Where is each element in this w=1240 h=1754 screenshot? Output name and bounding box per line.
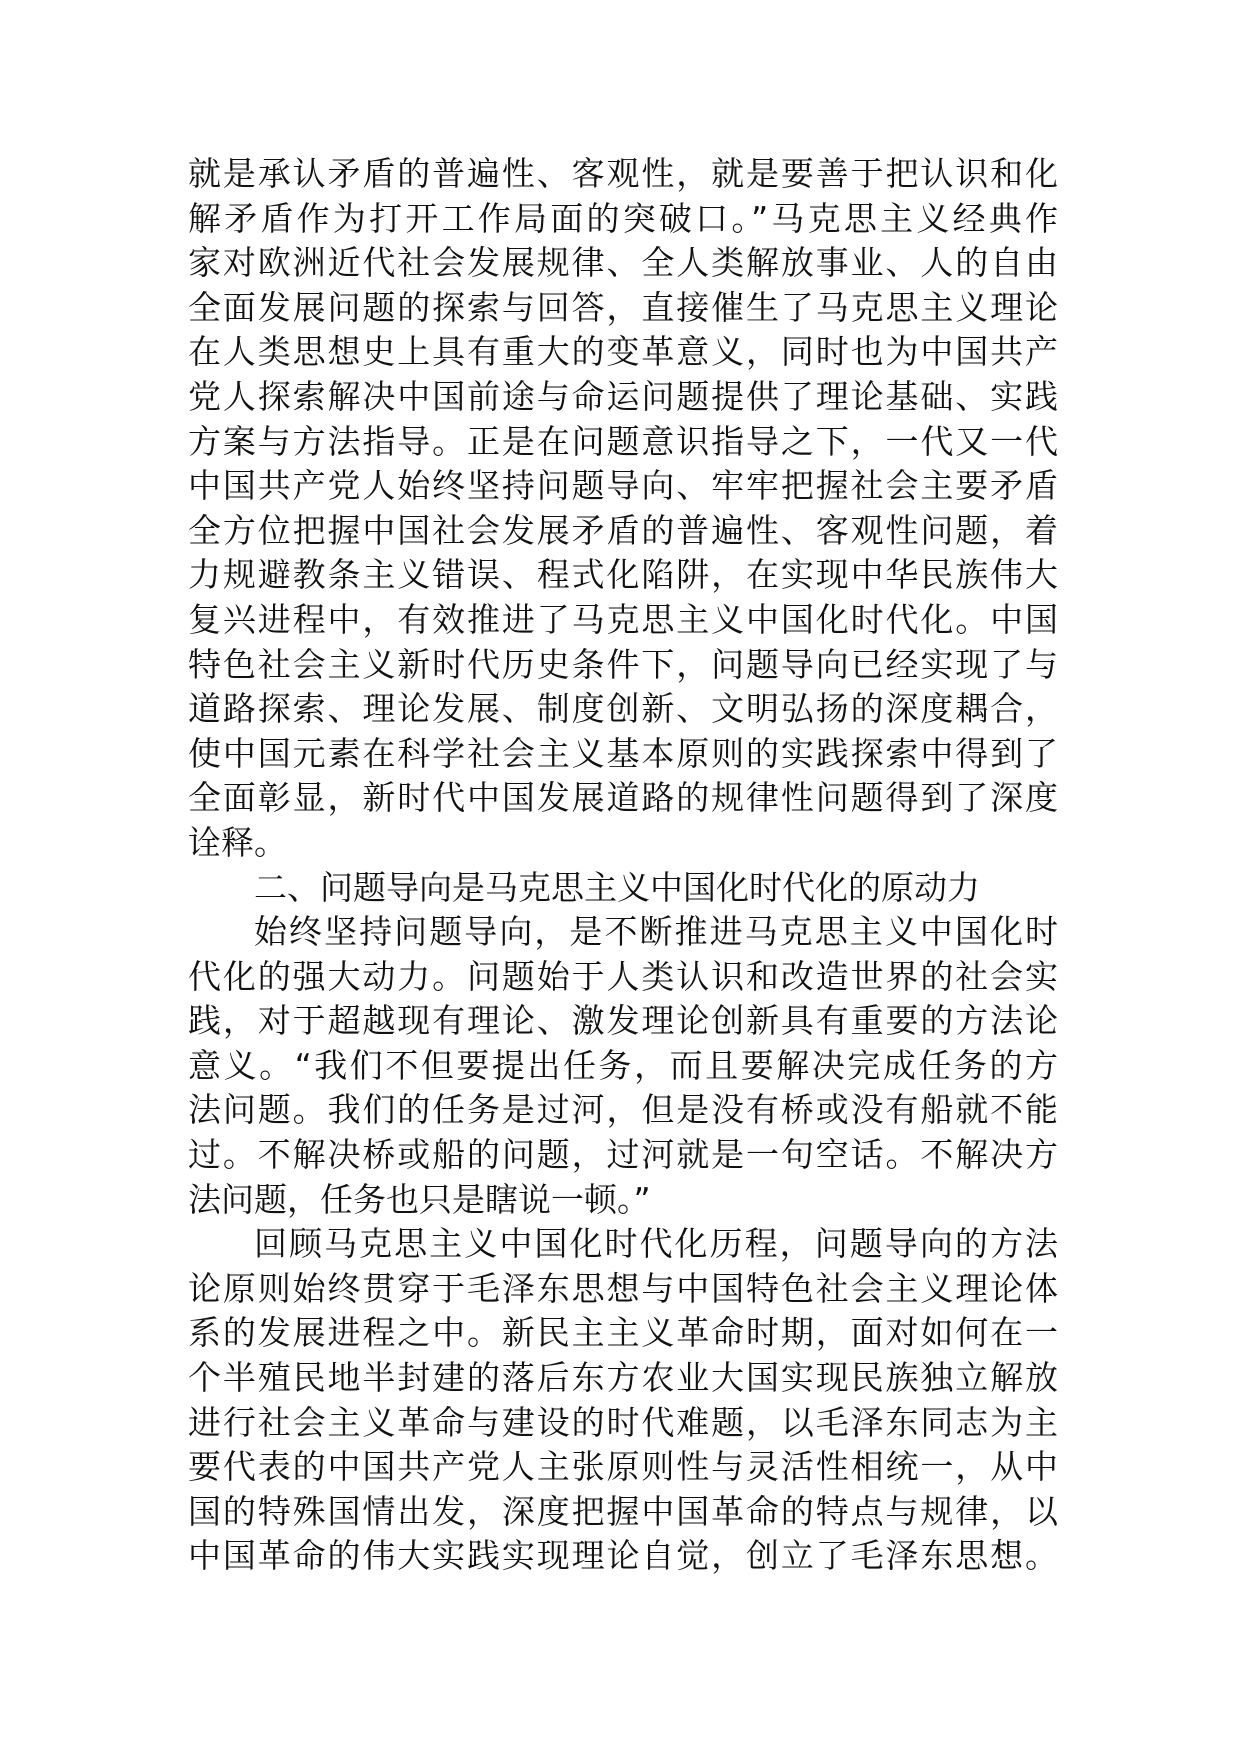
- text-line: 力规避教条主义错误、程式化陷阱，在实现中华民族伟大: [188, 555, 1058, 595]
- text-line: 代化的强大动力。问题始于人类认识和改造世界的社会实: [188, 956, 1058, 996]
- text-line: 全面发展问题的探索与回答，直接催生了马克思主义理论: [188, 287, 1058, 327]
- text-line: 过。不解决桥或船的问题，过河就是一句空话。不解决方: [188, 1135, 1058, 1175]
- text-line: 始终坚持问题导向，是不断推进马克思主义中国化时: [254, 912, 1058, 952]
- text-line: 意义。“我们不但要提出任务，而且要解决完成任务的方: [188, 1045, 1058, 1085]
- text-line: 就是承认矛盾的普遍性、客观性，就是要善于把认识和化: [188, 154, 1058, 193]
- text-line: 法问题。我们的任务是过河，但是没有桥或没有船就不能: [188, 1090, 1058, 1130]
- text-line: 要代表的中国共产党人主张原则性与灵活性相统一，从中: [188, 1447, 1058, 1487]
- text-line: 回顾马克思主义中国化时代化历程，问题导向的方法: [254, 1224, 1058, 1264]
- text-line: 国的特殊国情出发，深度把握中国革命的特点与规律，以: [188, 1491, 1058, 1531]
- text-line: 家对欧洲近代社会发展规律、全人类解放事业、人的自由: [188, 243, 1058, 283]
- body-text: [188, 152, 1058, 1579]
- text-line: 全方位把握中国社会发展矛盾的普遍性、客观性问题，着: [188, 510, 1058, 550]
- text-line: 践，对于超越现有理论、激发理论创新具有重要的方法论: [188, 1001, 1058, 1041]
- text-line: 个半殖民地半封建的落后东方农业大国实现民族独立解放: [188, 1358, 1058, 1398]
- text-line: 论原则始终贯穿于毛泽东思想与中国特色社会主义理论体: [188, 1268, 1058, 1308]
- text-line: 中国共产党人始终坚持问题导向、牢牢把握社会主要矛盾: [188, 466, 1058, 506]
- text-line: 诠释。: [188, 822, 287, 862]
- text-line: 解矛盾作为打开工作局面的突破口。”马克思主义经典作: [188, 198, 1058, 238]
- text-line: 法问题，任务也只是瞎说一顿。”: [188, 1179, 651, 1219]
- text-line: 进行社会主义革命与建设的时代难题，以毛泽东同志为主: [188, 1402, 1058, 1442]
- text-line: 中国革命的伟大实践实现理论自觉，创立了毛泽东思想。: [188, 1536, 1058, 1576]
- text-line: 在人类思想史上具有重大的变革意义，同时也为中国共产: [188, 332, 1058, 372]
- text-line: 全面彰显，新时代中国发展道路的规律性问题得到了深度: [188, 778, 1058, 818]
- text-line: 使中国元素在科学社会主义基本原则的实践探索中得到了: [188, 733, 1058, 773]
- text-line: 系的发展进程之中。新民主主义革命时期，面对如何在一: [188, 1313, 1058, 1353]
- text-line: 复兴进程中，有效推进了马克思主义中国化时代化。中国: [188, 599, 1058, 639]
- text-line: 道路探索、理论发展、制度创新、文明弘扬的深度耦合，: [188, 689, 1058, 729]
- text-line: 特色社会主义新时代历史条件下，问题导向已经实现了与: [188, 644, 1058, 684]
- text-line: 党人探索解决中国前途与命运问题提供了理论基础、实践: [188, 376, 1058, 416]
- text-line: 方案与方法指导。正是在问题意识指导之下，一代又一代: [188, 421, 1058, 461]
- section-heading: 二、问题导向是马克思主义中国化时代化的原动力: [254, 867, 980, 907]
